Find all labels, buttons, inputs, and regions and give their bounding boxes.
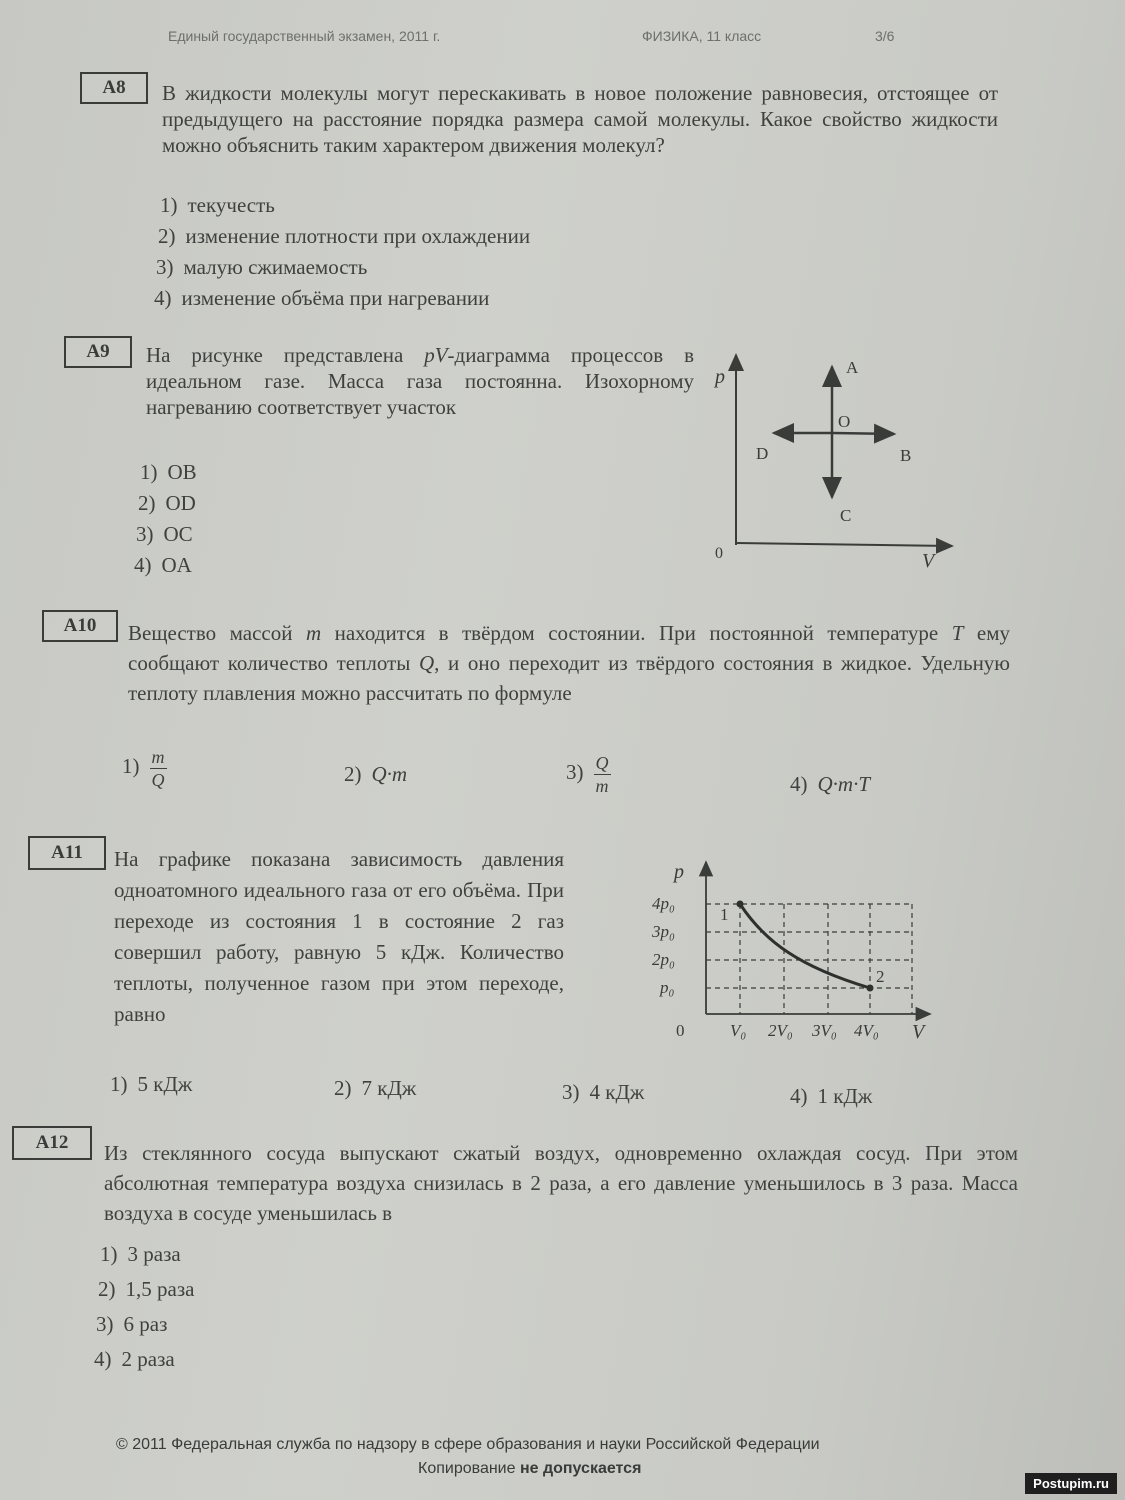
header-subject: ФИЗИКА, 11 класс [642,28,762,44]
point-a-label: A [846,358,859,377]
state-2-point [867,985,874,992]
question-text-a11: На графике показана зависимость давления одноатомного идеального газа от его объёма. При переходе из состояния 1 в состояние 2 газ совершил работу, равную 5 кДж. Количество теплоты, полученное газом при этом переходе, равно [114,847,564,1026]
option-a12-4[interactable]: 4) 2 раза [94,1347,175,1371]
option-a9-4[interactable]: 4) OA [134,553,192,577]
x-tick-2v0: 2V₀ [768,1021,793,1040]
state-1-label: 1 [720,905,729,924]
question-text-a10: Вещество массой m находится в твёрдом состоянии. При постоянной температуре T ему сообщают количество теплоты Q, и оно переходит из твёрдого состояния в жидкое. Удельную теплоту плавления можно рассчитать по формуле [128,621,1010,705]
arrow-ob [832,433,894,434]
option-a8-1[interactable]: 1) текучесть [160,193,275,217]
footer-copy-notice: Копирование не допускается [418,1460,642,1477]
graph-grid [706,904,912,1014]
y-tick-2p0: 2p₀ [652,950,675,969]
option-a8-4[interactable]: 4) изменение объёма при нагревании [154,286,490,310]
question-text-a12: Из стеклянного сосуда выпускают сжатый воздух, одновременно охлаждая сосуд. При этом абсолютная температура воздуха снизилась в 2 раза, а его давление уменьшилось в 3 раза. Масса воздуха в сосуде уменьшилась в [104,1141,1018,1225]
option-a8-2[interactable]: 2) изменение плотности при охлаждении [158,224,531,248]
option-a9-3[interactable]: 3) OC [136,522,193,546]
question-label-a8: A8 [80,72,148,104]
option-a9-1[interactable]: 1) OB [140,460,197,484]
x-tick-4v0: 4V₀ [854,1021,879,1040]
header-page-number: 3/6 [875,28,895,44]
graph-origin-label: 0 [676,1021,685,1040]
option-a10-4[interactable]: 4) Q·m·T [790,772,871,796]
question-text-a9: На рисунке представлена pV-диаграмма процессов в идеальном газе. Масса газа постоянна. Изохорному нагреванию соответствует участок [146,343,694,419]
option-a8-3[interactable]: 3) малую сжимаемость [156,255,368,279]
option-a12-1[interactable]: 1) 3 раза [100,1242,181,1266]
y-tick-4p0: 4p₀ [652,894,675,913]
option-a10-1[interactable]: 1) $\frac{m}{Q}$ [122,747,165,790]
option-a9-2[interactable]: 2) OD [138,491,196,515]
header-exam-title: Единый государственный экзамен, 2011 г. [168,28,441,44]
option-a10-2[interactable]: 2) Q·m [344,762,408,786]
pv-axis-label-v: V [922,550,935,572]
graph-axis-label-p: p [674,861,684,883]
fraction-q-over-m: $\frac{Q}{m}$ [595,753,609,796]
watermark-logo: Postupim.ru [1025,1473,1117,1494]
fraction-m-over-q: $\frac{m}{Q}$ [151,747,165,790]
state-2-label: 2 [876,967,885,986]
option-a11-3[interactable]: 3) 4 кДж [562,1080,645,1104]
question-label-a12: A12 [12,1126,92,1160]
question-text-a8: В жидкости молекулы могут перескакивать в новое положение равновесия, отстоящее от предыдущего на расстояние порядка размера самой молекулы. Какое свойство жидкости можно объяснить таким характером движения молекул? [162,81,998,157]
point-b-label: B [900,446,912,465]
x-tick-v0: V₀ [730,1021,747,1040]
option-a11-1[interactable]: 1) 5 кДж [110,1072,193,1096]
process-curve [740,904,870,988]
option-a10-3[interactable]: 3) $\frac{Q}{m}$ [566,753,609,796]
option-a11-2[interactable]: 2) 7 кДж [334,1076,417,1100]
option-a12-3[interactable]: 3) 6 раз [96,1312,168,1336]
point-c-label: C [840,506,852,525]
point-d-label: D [756,444,769,463]
x-tick-3v0: 3V₀ [812,1021,837,1040]
graph-axis-label-v: V [912,1021,925,1043]
pv-diagram [700,345,970,575]
pv-origin-label: 0 [715,545,723,562]
question-label-a10: A10 [42,610,118,642]
state-1-point [737,901,744,908]
v-axis [736,543,952,546]
y-tick-3p0: 3p₀ [652,922,675,941]
pv-graph-a11 [640,852,940,1052]
pv-axis-label-p: p [715,366,725,388]
question-label-a9: A9 [64,336,132,368]
point-o-label: O [838,412,851,431]
question-label-a11: A11 [28,836,106,870]
y-tick-p0: p₀ [660,978,675,997]
footer-copyright: © 2011 Федеральная служба по надзору в сфере образования и науки Российской Федерации [116,1436,820,1453]
option-a11-4[interactable]: 4) 1 кДж [790,1084,873,1108]
option-a12-2[interactable]: 2) 1,5 раза [98,1277,195,1301]
